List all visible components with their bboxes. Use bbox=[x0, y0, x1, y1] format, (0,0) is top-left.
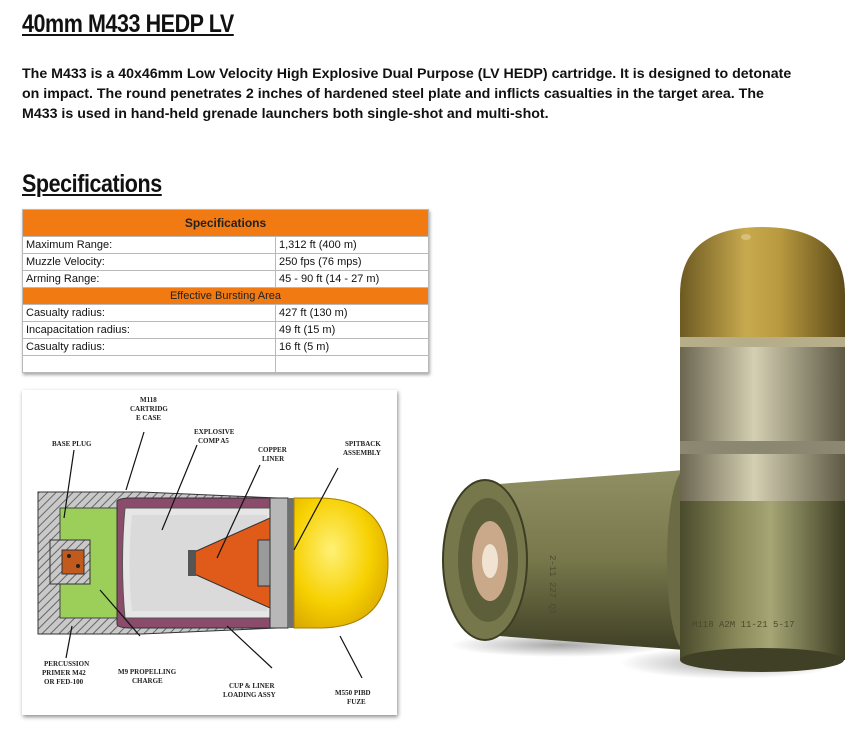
table-subheader-row bbox=[23, 288, 429, 305]
label-explosive: COMP A5 bbox=[198, 437, 229, 445]
label-copper-liner: COPPER bbox=[258, 446, 287, 454]
table-row bbox=[23, 237, 429, 254]
table-label: Arming Range: bbox=[23, 271, 276, 288]
table-row bbox=[23, 305, 429, 322]
label-fuze: M550 PIBD bbox=[335, 689, 371, 697]
specifications-table bbox=[22, 209, 429, 373]
label-primer: PERCUSSION bbox=[44, 660, 90, 668]
label-base-plug: BASE PLUG bbox=[52, 440, 92, 448]
intro-paragraph: The M433 is a 40x46mm Low Velocity High Explosive Dual Purpose (LV HEDP) cartridge. It is designed to detonate on impact. The round penetrates 2 inches of hardened steel plate and inflicts casualties in the target area. The M433 is used in hand-held grenade launchers both single-shot and multi-shot. bbox=[22, 66, 792, 122]
table-header-row bbox=[23, 210, 429, 237]
label-cartridge-case: M118 bbox=[140, 396, 157, 404]
label-cup-liner: CUP & LINER bbox=[229, 682, 275, 690]
table-value: 45 - 90 ft (14 - 27 m) bbox=[276, 271, 429, 288]
label-cup-liner: LOADING ASSY bbox=[223, 691, 276, 699]
label-spitback: ASSEMBLY bbox=[343, 449, 381, 457]
table-value: 250 fps (76 mps) bbox=[276, 254, 429, 271]
table-value: 1,312 ft (400 m) bbox=[276, 237, 429, 254]
label-primer: PRIMER M42 bbox=[42, 669, 86, 677]
table-row-empty bbox=[23, 356, 429, 373]
label-copper-liner: LINER bbox=[262, 455, 285, 463]
label-spitback: SPITBACK bbox=[345, 440, 381, 448]
cartridge-photo-svg bbox=[430, 225, 850, 700]
cartridge-photo bbox=[430, 225, 850, 700]
back-case-marking: 2-11 227 Q1 bbox=[547, 555, 557, 615]
label-propelling-charge: M9 PROPELLING bbox=[118, 668, 177, 676]
table-row bbox=[23, 254, 429, 271]
cutaway-diagram-svg bbox=[22, 390, 397, 715]
table-label: Incapacitation radius: bbox=[23, 322, 276, 339]
table-label: Casualty radius: bbox=[23, 305, 276, 322]
table-value: 49 ft (15 m) bbox=[276, 322, 429, 339]
table-row bbox=[23, 322, 429, 339]
specifications-heading: Specifications bbox=[22, 170, 162, 198]
table-header: Specifications bbox=[23, 210, 429, 237]
label-primer: OR FED-100 bbox=[44, 678, 84, 686]
label-propelling-charge: CHARGE bbox=[132, 677, 163, 685]
label-cartridge-case: E CASE bbox=[136, 414, 162, 422]
table-label: Muzzle Velocity: bbox=[23, 254, 276, 271]
label-explosive: EXPLOSIVE bbox=[194, 428, 235, 436]
table-label: Casualty radius: bbox=[23, 339, 276, 356]
cutaway-diagram bbox=[22, 390, 397, 715]
table-subheader: Effective Bursting Area bbox=[23, 288, 429, 305]
table-row bbox=[23, 271, 429, 288]
table-row bbox=[23, 339, 429, 356]
front-case-marking: M118 A2M 11-21 5-17 bbox=[692, 620, 795, 630]
label-fuze: FUZE bbox=[347, 698, 366, 706]
page-title: 40mm M433 HEDP LV bbox=[22, 10, 234, 38]
label-cartridge-case: CARTRIDG bbox=[130, 405, 168, 413]
table-value: 16 ft (5 m) bbox=[276, 339, 429, 356]
table-empty-cell bbox=[276, 356, 429, 373]
table-value: 427 ft (130 m) bbox=[276, 305, 429, 322]
table-label: Maximum Range: bbox=[23, 237, 276, 254]
table-empty-cell bbox=[23, 356, 276, 373]
